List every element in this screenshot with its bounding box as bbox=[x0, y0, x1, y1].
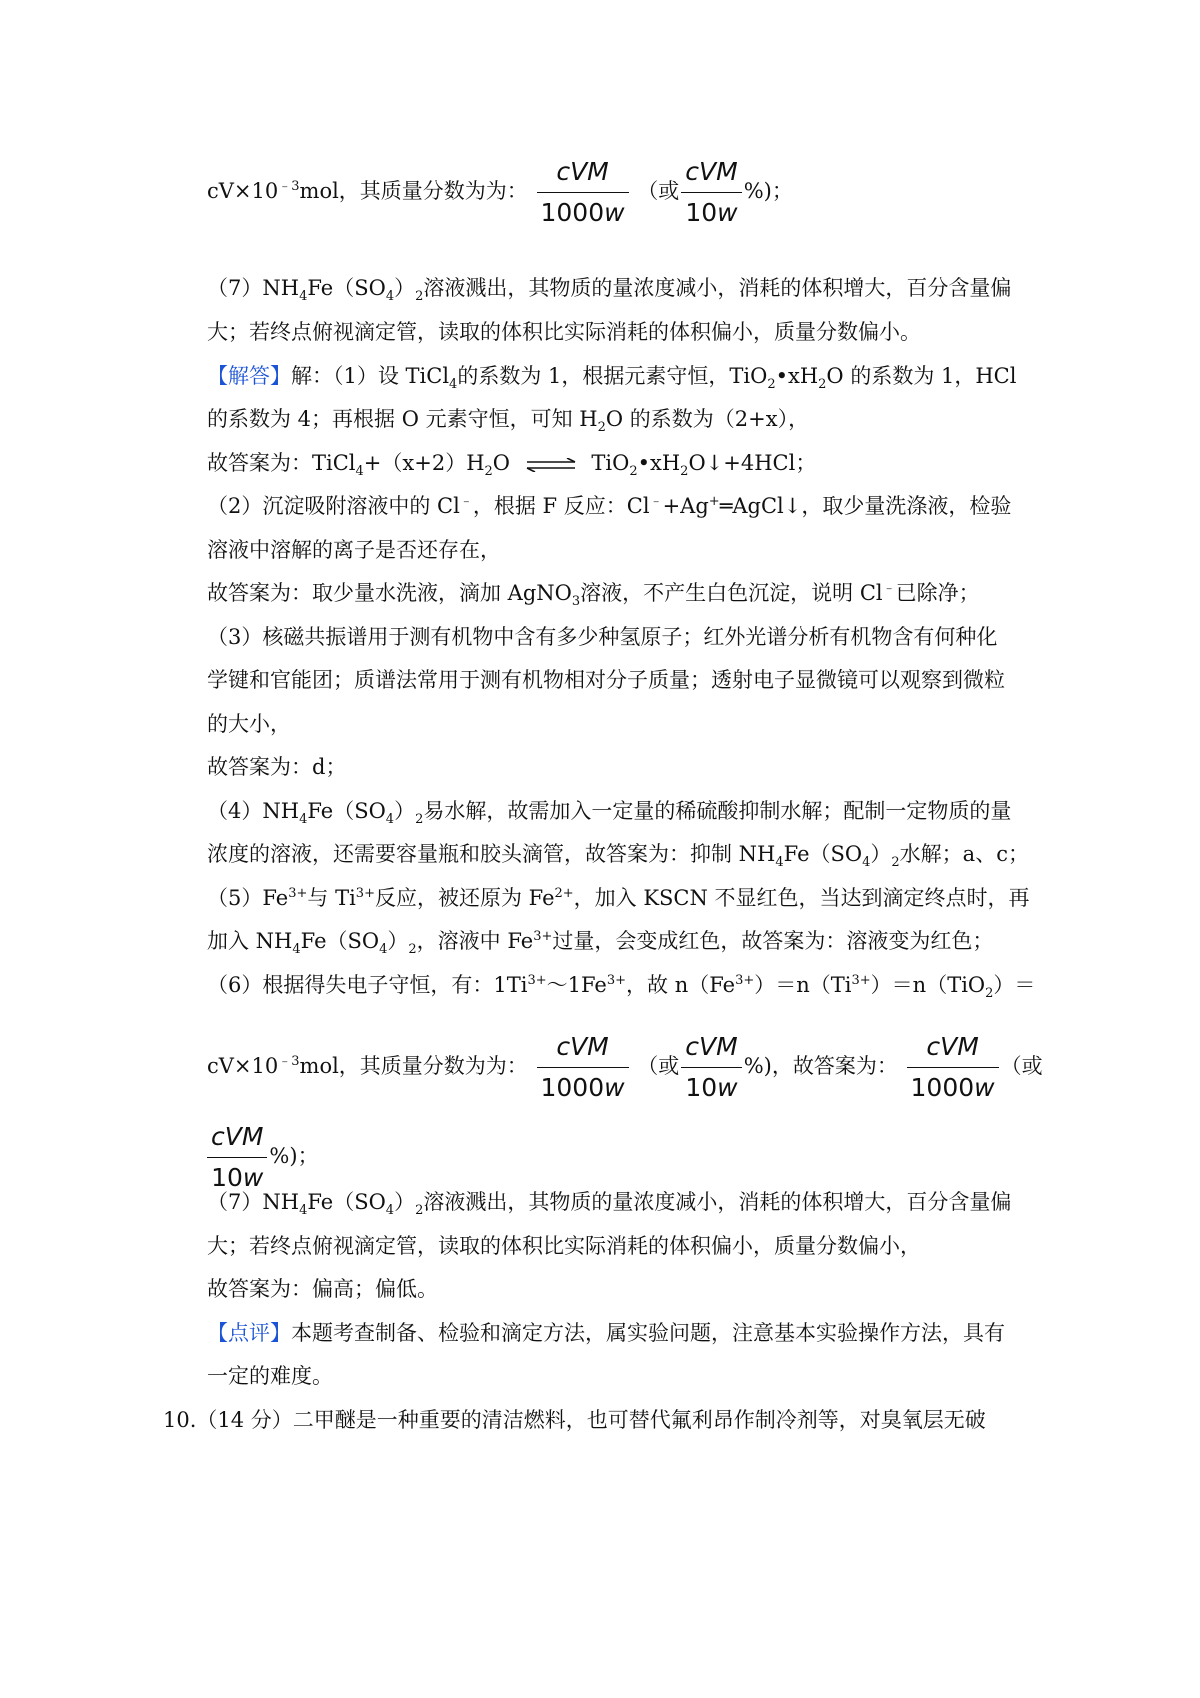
answer-7-line1: $(7)NH_4Fe(SO_4)_2$溶液溅出，其物质的量浓度减小，消耗的体积增大，百分含量偏 bbox=[207, 1190, 1012, 1218]
mass-fraction-line-top: $cV\times 10^{﹣3}mol$，其质量分数为为： $\frac{\text{cVM}}{1000w}$ （或 $\frac{\text{cVM}}{10w}$ %)； bbox=[207, 152, 793, 233]
question-10: 10.（14 分）二甲醚是一种重要的清洁燃料，也可替代氟利昂作制冷剂等，对臭氧层无破 bbox=[163, 1408, 986, 1432]
answer-tag: 【解答】 bbox=[207, 364, 291, 388]
answer-6-line1: （6）根据得失电子守恒，有：$1Ti^{3+}\sim 1Fe^{3+}$，故 $n(Fe^{3+})=n(Ti^{3+})=n(TiO_2)=$ bbox=[207, 973, 1036, 1001]
answer-3-line1: （3）核磁共振谱用于测有机物中含有多少种氢原子；红外光谱分析有机物含有何种化 bbox=[207, 625, 998, 649]
answer-7-line3: 故答案为：偏高；偏低。 bbox=[207, 1277, 438, 1301]
comment-line1: 【点评】本题考查制备、检验和滴定方法，属实验问题，注意基本实验操作方法，具有 bbox=[207, 1321, 1005, 1345]
answer-3-line4: 故答案为：d； bbox=[207, 755, 347, 779]
answer-1-line2: 的系数为 4；再根据 O 元素守恒，可知 $H_2O$ 的系数为（2+x）， bbox=[207, 407, 810, 435]
answer-6-line3: $\frac{\text{cVM}}{10w}$ %)； bbox=[207, 1117, 319, 1198]
answer-6-line2: $cV\times 10^{﹣3}mol$，其质量分数为为： $\frac{\text{cVM}}{1000w}$ （或 $\frac{\text{cVM}}{10w}$ %)，故答案为： $\frac{\text{cVM}}{1000w}$ （或 bbox=[207, 1027, 1043, 1108]
answer-2-line1: （2）沉淀吸附溶液中的 Cl﹣，根据 F 反应：Cl﹣+Ag+═AgCl↓，取少量洗涤液，检验 bbox=[207, 494, 1012, 518]
answer-3-line2: 学键和官能团；质谱法常用于测有机物相对分子质量；透射电子显微镜可以观察到微粒 bbox=[207, 668, 1005, 692]
fraction-cvm-10w: $\frac{\text{cVM}}{10w}$ bbox=[681, 152, 741, 233]
fraction-cvm-1000w: $\frac{\text{cVM}}{1000w}$ bbox=[537, 152, 629, 233]
fraction-cvm-10w: $\frac{\text{cVM}}{10w}$ bbox=[207, 1117, 267, 1198]
answer-1-line3: 故答案为：$TiCl_4+(x+2)H_2O$ $TiO_2•xH_2O↓+4HCl$； bbox=[207, 451, 817, 479]
fraction-cvm-1000w: $\frac{\text{cVM}}{1000w}$ bbox=[907, 1027, 999, 1108]
answer-3-line3: 的大小， bbox=[207, 712, 291, 736]
question-number: 10. bbox=[163, 1408, 197, 1432]
comment-tag: 【点评】 bbox=[207, 1321, 291, 1345]
fraction-cvm-1000w: $\frac{\text{cVM}}{1000w}$ bbox=[537, 1027, 629, 1108]
comment-line2: 一定的难度。 bbox=[207, 1364, 333, 1388]
analysis-7-line1: $(7)NH_4Fe(SO_4)_2$溶液溅出，其物质的量浓度减小，消耗的体积增大，百分含量偏 bbox=[207, 276, 1012, 304]
answer-7-line2: 大；若终点俯视滴定管，读取的体积比实际消耗的体积偏小，质量分数偏小， bbox=[207, 1234, 921, 1258]
answer-5-line1: $(5)Fe^{3+}$与 $Ti^{3+}$反应，被还原为 $Fe^{2+}$，加入 KSCN 不显红色，当达到滴定终点时，再 bbox=[207, 886, 1030, 910]
answer-2-line3: 故答案为：取少量水洗液，滴加 AgNO$_3$溶液，不产生白色沉淀，说明 Cl﹣已除净； bbox=[207, 581, 980, 609]
answer-2-line2: 溶液中溶解的离子是否还存在， bbox=[207, 538, 501, 562]
answer-1-line1: 【解答】解：（1）设 TiCl$_4$的系数为 1，根据元素守恒，$TiO_2•xH_2O$ 的系数为 1，HCl bbox=[207, 364, 1017, 392]
equilibrium-arrow-icon bbox=[525, 458, 577, 472]
analysis-7-line2: 大；若终点俯视滴定管，读取的体积比实际消耗的体积偏小，质量分数偏小。 bbox=[207, 320, 921, 344]
answer-5-line2: 加入 $NH_4Fe(SO_4)_2$，溶液中 $Fe^{3+}$过量，会变成红色，故答案为：溶液变为红色； bbox=[207, 929, 994, 957]
answer-4-line2: 浓度的溶液，还需要容量瓶和胶头滴管，故答案为：抑制 $NH_4Fe(SO_4)_2$水解；a、c； bbox=[207, 842, 1029, 870]
answer-4-line1: $(4)NH_4Fe(SO_4)_2$易水解，故需加入一定量的稀硫酸抑制水解；配制一定物质的量 bbox=[207, 799, 1012, 827]
fraction-cvm-10w: $\frac{\text{cVM}}{10w}$ bbox=[681, 1027, 741, 1108]
